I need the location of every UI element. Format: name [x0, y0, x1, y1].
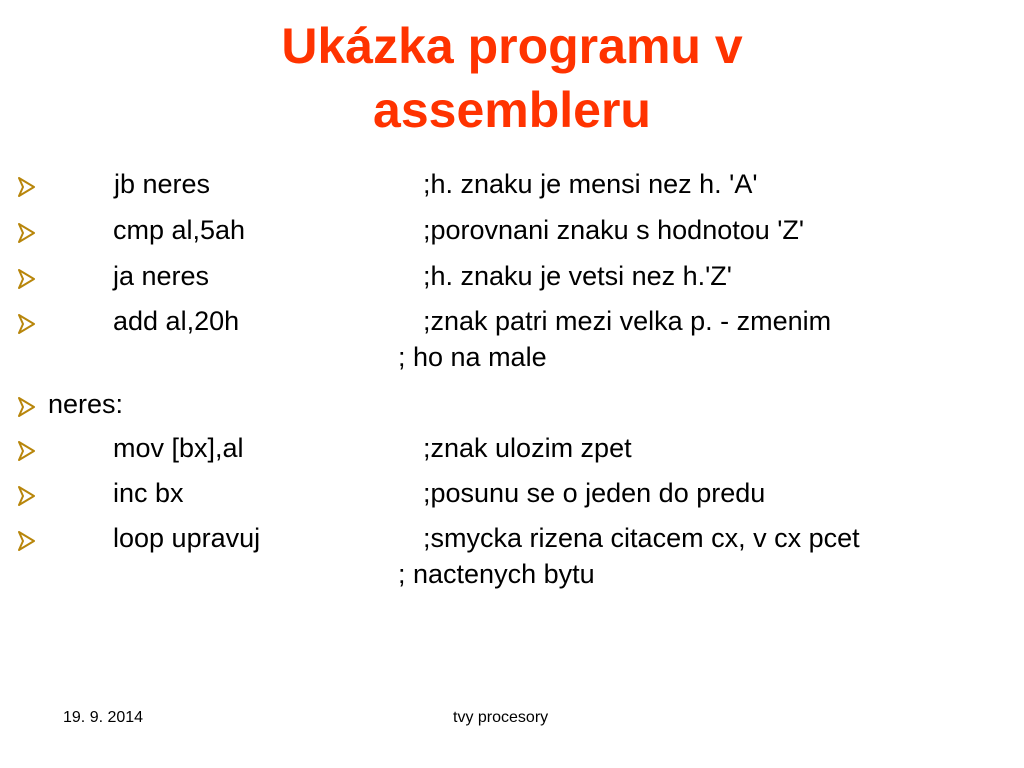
- code-instruction: mov [bx],al: [113, 433, 244, 463]
- arrow-bullet-icon: [18, 441, 36, 461]
- code-comment: ;posunu se o jeden do predu: [423, 478, 766, 508]
- list-item: [0, 521, 1024, 601]
- list-item: [0, 213, 1024, 253]
- slide-title-line-2: assembleru: [373, 82, 651, 138]
- code-comment: ;znak ulozim zpet: [423, 433, 632, 463]
- arrow-bullet-icon: [18, 397, 36, 417]
- code-comment-continuation: ; nactenych bytu: [398, 559, 595, 589]
- list-item: [0, 167, 1024, 207]
- code-instruction: ja neres: [113, 261, 210, 291]
- code-comment: ;h. znaku je vetsi nez h.'Z': [423, 261, 732, 291]
- arrow-bullet-icon: [18, 314, 36, 334]
- footer-date: 19. 9. 2014: [63, 709, 144, 726]
- code-instruction: inc bx: [113, 478, 184, 508]
- list-item: [0, 304, 1024, 384]
- arrow-bullet-icon: [18, 223, 36, 243]
- arrow-bullet-icon: [18, 531, 36, 551]
- code-comment: ;porovnani znaku s hodnotou 'Z': [423, 215, 805, 245]
- code-instruction: jb neres: [114, 169, 211, 199]
- footer-title: tvy procesory: [453, 709, 549, 726]
- code-comment: ;znak patri mezi velka p. - zmenim: [423, 306, 832, 336]
- slide-title-line-1: Ukázka programu v: [281, 18, 743, 74]
- code-comment: ;smycka rizena citacem cx, v cx pcet: [423, 523, 860, 553]
- arrow-bullet-icon: [18, 269, 36, 289]
- code-instruction: add al,20h: [113, 306, 240, 336]
- code-comment: ;h. znaku je mensi nez h. 'A': [423, 169, 758, 199]
- code-instruction: cmp al,5ah: [113, 215, 246, 245]
- code-label: neres:: [48, 389, 124, 419]
- list-item: [0, 387, 1024, 427]
- arrow-bullet-icon: [18, 486, 36, 506]
- arrow-bullet-icon: [18, 177, 36, 197]
- list-item: [0, 259, 1024, 299]
- list-item: [0, 476, 1024, 516]
- code-comment-continuation: ; ho na male: [398, 342, 547, 372]
- code-instruction: loop upravuj: [113, 523, 261, 553]
- list-item: [0, 431, 1024, 471]
